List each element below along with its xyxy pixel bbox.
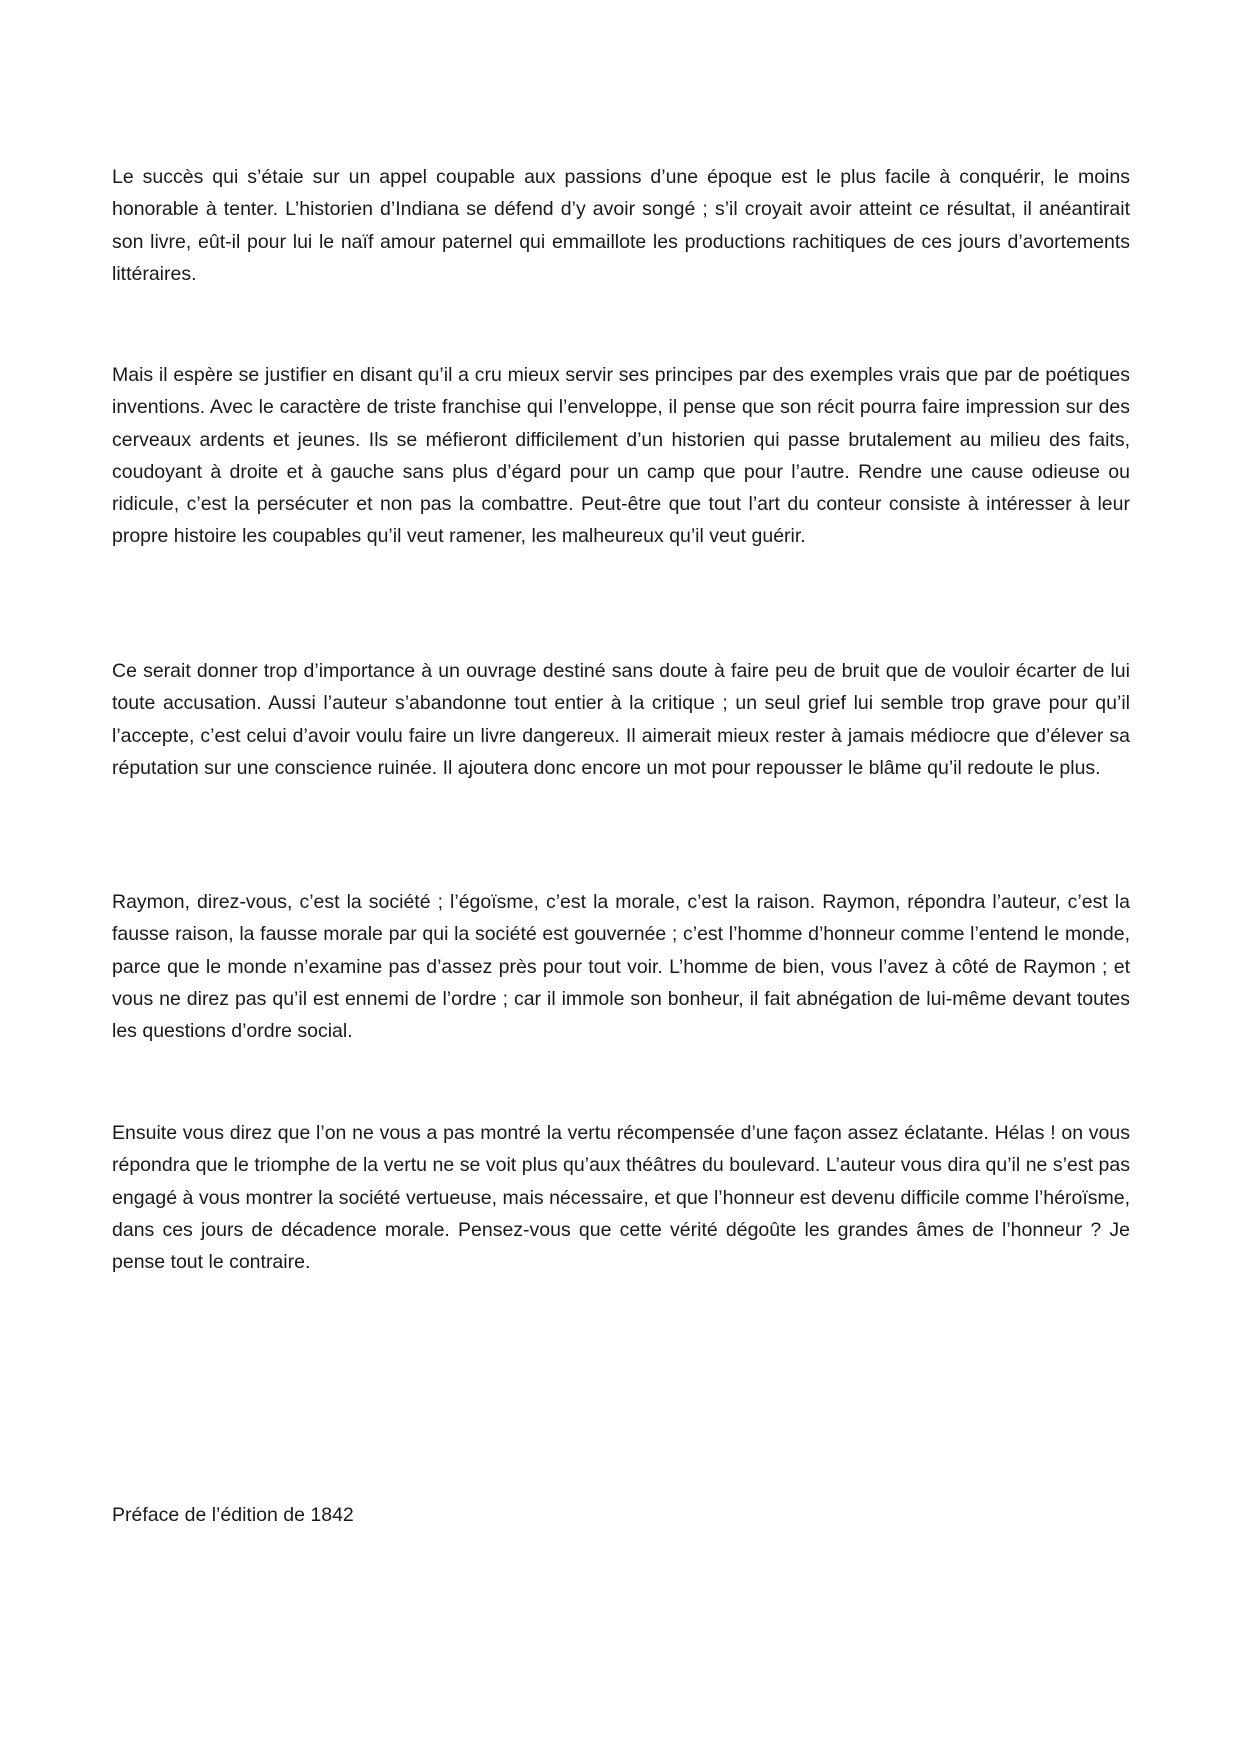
paragraph-4: Raymon, direz-vous, c’est la société ; l’égoïsme, c’est la morale, c’est la raison. Raymon, répondra l’auteur, c’est la fausse raison, la fausse morale par qui la société est gouvernée ; c’est l’homme d’honneur comme l’entend le monde, parce que le monde n’examine pas d’assez près pour tout voir. L’homme de bien, vous l’avez à côté de Raymon ; et vous ne direz pas qu’il est ennemi de l’ordre ; car il immole son bonheur, il fait abnégation de lui-même devant toutes les questions d’ordre social. — [112, 891, 1130, 1043]
paragraph-1: Le succès qui s’étaie sur un appel coupable aux passions d’une époque est le plus facile à conquérir, le moins honorable à tenter. L’historien d’Indiana se défend d’y avoir songé ; s’il croyait avoir atteint ce résultat, il anéantirait son livre, eût-il pour lui le naïf amour paternel qui emmaillote les productions rachitiques de ces jours d’avortements littéraires. — [112, 166, 1130, 285]
paragraph-2: Mais il espère se justifier en disant qu’il a cru mieux servir ses principes par des exemples vrais que par de poétiques inventions. Avec le caractère de triste franchise qui l’enveloppe, il pense que son récit pourra faire impression sur des cerveaux ardents et jeunes. Ils se méfieront difficilement d’un historien qui passe brutalement au milieu des faits, coudoyant à droite et à gauche sans plus d’égard pour un camp que pour l’autre. Rendre une cause odieuse ou ridicule, c’est la persécuter et non pas la combattre. Peut-être que tout l’art du conteur consiste à intéresser à leur propre histoire les coupables qu’il veut ramener, les malheureux qu’il veut guérir. — [112, 364, 1130, 548]
source-caption: Préface de l’édition de 1842 — [112, 1504, 354, 1526]
paragraph-3: Ce serait donner trop d’importance à un ouvrage destiné sans doute à faire peu de bruit que de vouloir écarter de lui toute accusation. Aussi l’auteur s’abandonne tout entier à la critique ; un seul grief lui semble trop grave pour qu’il l’accepte, c’est celui d’avoir voulu faire un livre dangereux. Il aimerait mieux rester à jamais médiocre que d’élever sa réputation sur une conscience ruinée. Il ajoutera donc encore un mot pour repousser le blâme qu’il redoute le plus. — [112, 660, 1130, 779]
paragraph-5: Ensuite vous direz que l’on ne vous a pas montré la vertu récompensée d’une façon assez éclatante. Hélas ! on vous répondra que le triomphe de la vertu ne se voit plus qu’aux théâtres du boulevard. L’auteur vous dira qu’il ne s’est pas engagé à vous montrer la société vertueuse, mais nécessaire, et que l’honneur est devenu difficile comme l’héroïsme, dans ces jours de décadence morale. Pensez-vous que cette vérité dégoûte les grandes âmes de l’honneur ? Je pense tout le contraire. — [112, 1122, 1130, 1274]
